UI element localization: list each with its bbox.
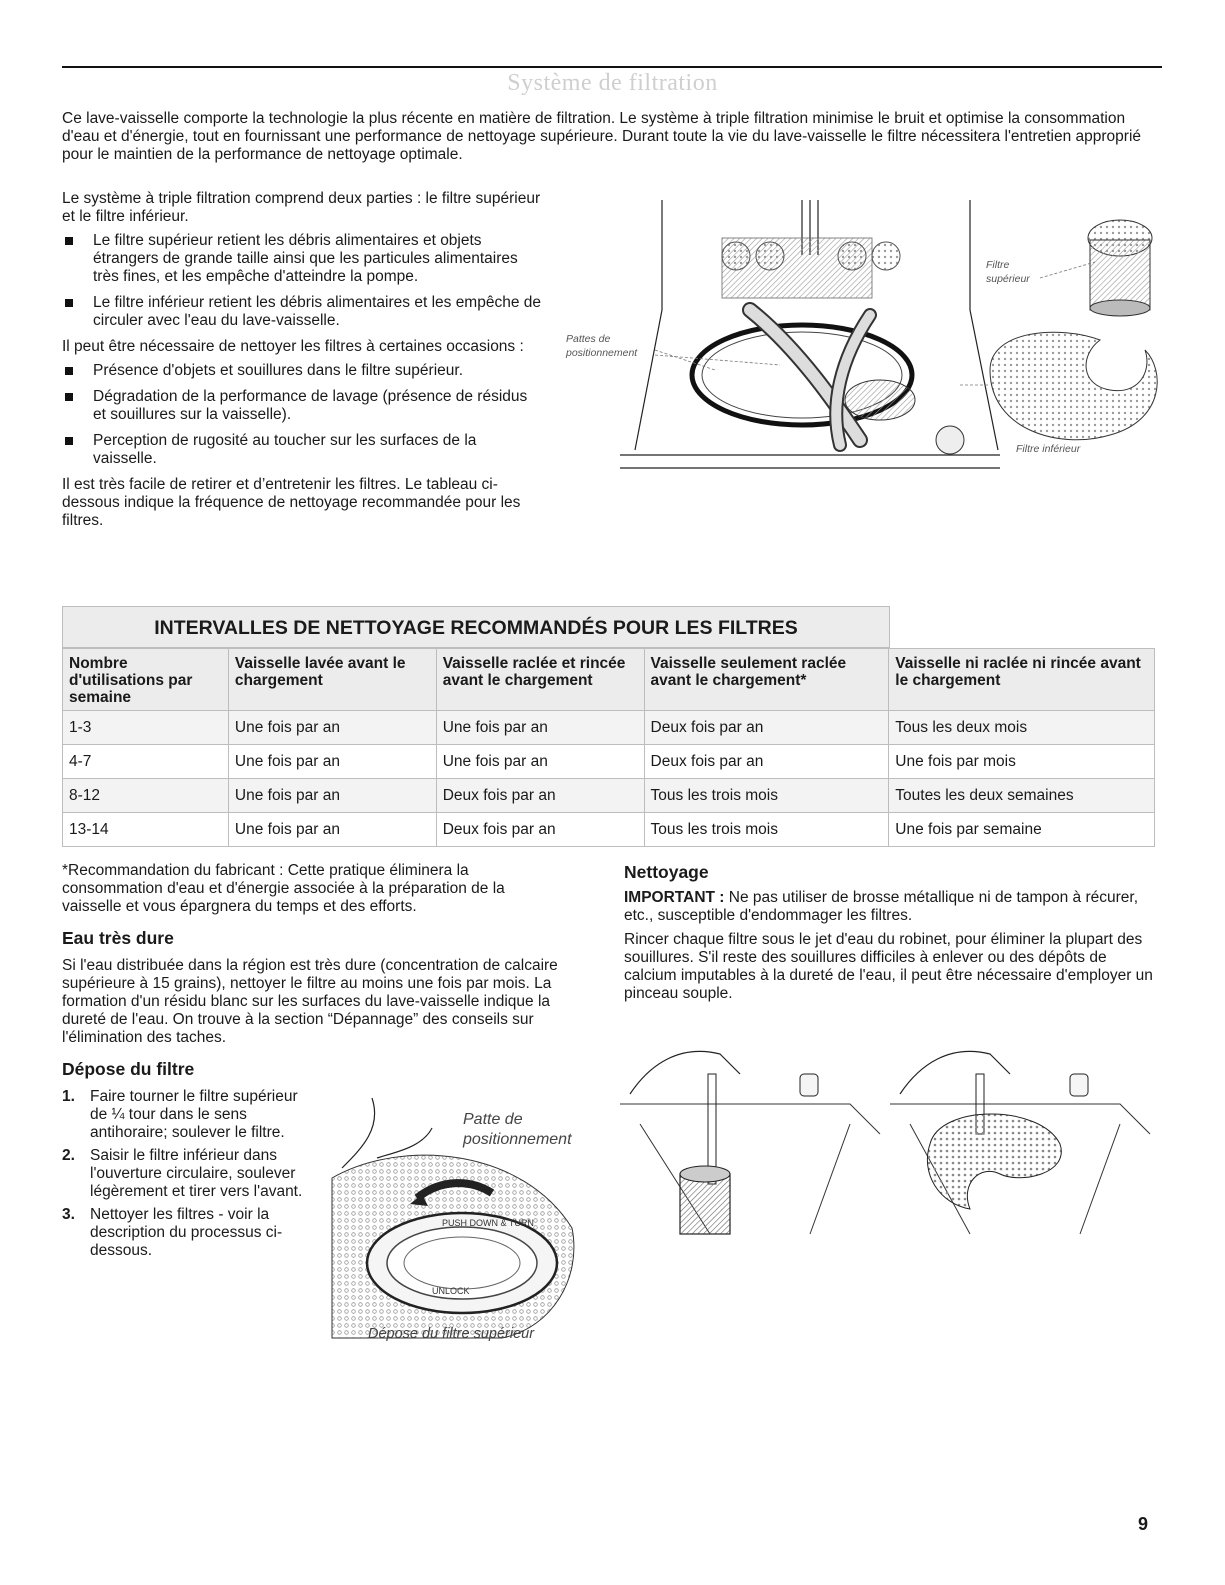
filter-parts-list: [62, 232, 542, 330]
intro-paragraph: Ce lave-vaisselle comporte la technologie la plus récente en matière de filtration. Le système à triple filtration minimise le bruit et optimise la consommation d'eau et d'énergie, tout en fournissant une performance de nettoyage supérieure. Durant toute la vie du lave-vaisselle le filtre nécessitera l'entretien approprié pour le maintien de la performance de nettoyage optimale.: [62, 110, 1142, 163]
table-cell: Une fois par an: [228, 711, 436, 745]
table-cell: Une fois par mois: [889, 745, 1155, 779]
table-cell: Deux fois par an: [644, 711, 889, 745]
table-cell: Deux fois par an: [436, 779, 644, 813]
table-cell: Tous les trois mois: [644, 779, 889, 813]
table-header: Vaisselle lavée avant le chargement: [228, 649, 436, 711]
table-row: [63, 779, 1155, 813]
page-number: 9: [1138, 1514, 1149, 1534]
page-title: Système de filtration: [507, 70, 718, 96]
label-filtre-superieur: Filtre: [986, 259, 1010, 271]
list-item: 3. Nettoyer les filtres - voir la description du processus ci-dessous.: [62, 1206, 283, 1259]
list-item: Perception de rugosité au toucher sur les surfaces de la vaisselle.: [62, 432, 542, 468]
easy-paragraph: Il est très facile de retirer et d’entretenir les filtres. Le tableau ci-dessous indique la fréquence de nettoyage recommandée pour les filtres.: [62, 476, 521, 529]
hard-water-heading: Eau très dure: [62, 928, 174, 948]
unlock-text: UNLOCK: [432, 1286, 470, 1296]
left-column: [62, 190, 542, 536]
table-cell: Une fois par an: [228, 813, 436, 847]
table-cell: Deux fois par an: [436, 813, 644, 847]
table-cell: Tous les deux mois: [889, 711, 1155, 745]
table-cell: Une fois par semaine: [889, 813, 1155, 847]
list-item: Le filtre supérieur retient les débris alimentaires et objets étrangers de grande taille ainsi que les particules alimentaires très fines, et les empêche d'atteindre la pompe.: [62, 232, 542, 286]
upper-filter-removal-illustration: [322, 1098, 582, 1348]
list-item: Dégradation de la performance de lavage (présence de résidus et souillures sur la vaisselle).: [62, 388, 542, 424]
table-header: Nombre d'utilisations par semaine: [63, 649, 229, 711]
occasions-list: [62, 362, 542, 468]
filter-system-illustration: [540, 200, 1160, 480]
table-header: Vaisselle ni raclée ni rincée avant le chargement: [889, 649, 1155, 711]
table-cell: Une fois par an: [228, 745, 436, 779]
cleaning-intervals-table: [62, 648, 1155, 847]
filter-removal-heading: Dépose du filtre: [62, 1059, 195, 1079]
removal-steps: [62, 1088, 312, 1260]
list-item: Présence d'objets et souillures dans le filtre supérieur.: [62, 362, 542, 380]
table-row: [63, 813, 1155, 847]
removal-figure-caption: Dépose du filtre supérieur: [368, 1326, 535, 1342]
parts-paragraph: Le système à triple filtration comprend deux parties : le filtre supérieur et le filtre inférieur.: [62, 190, 541, 225]
cleaning-heading: Nettoyage: [624, 862, 709, 882]
table-cell: 4-7: [63, 745, 229, 779]
table-cell: 1-3: [63, 711, 229, 745]
label-pattes: Pattes de: [566, 333, 611, 345]
table-cell: Une fois par an: [436, 711, 644, 745]
label-positionnement: positionnement: [463, 1131, 572, 1148]
table-header-row: [63, 649, 1155, 711]
table-cell: 8-12: [63, 779, 229, 813]
cleaning-text: Rincer chaque filtre sous le jet d'eau du robinet, pour éliminer la plupart des souillures. S'il reste des souillures difficiles à enlever ou des dépôts de calcium imputables à la dureté de l'eau, il peut être nécessaire d'employer un pinceau souple.: [624, 931, 1153, 1002]
important-note: IMPORTANT : Ne pas utiliser de brosse métallique ni de tampon à récurer, etc., susceptible d'endommager les filtres.: [624, 889, 1139, 924]
push-down-turn-text: PUSH DOWN & TURN: [442, 1218, 534, 1228]
footnote: *Recommandation du fabricant : Cette pratique éliminera la consommation d'eau et d'énergie associée à la préparation de la vaisselle et vous épargnera du temps et des efforts.: [62, 862, 505, 915]
list-item: 2. Saisir le filtre inférieur dans l'ouverture circulaire, soulever légèrement et tirer vers l'avant.: [62, 1147, 303, 1200]
table-row: [63, 711, 1155, 745]
table-cell: Deux fois par an: [644, 745, 889, 779]
table-header: Vaisselle seulement raclée avant le chargement*: [644, 649, 889, 711]
rinsing-filters-illustration: [620, 1034, 1160, 1254]
occasions-paragraph: Il peut être nécessaire de nettoyer les filtres à certaines occasions :: [62, 338, 524, 355]
table-cell: Une fois par an: [228, 779, 436, 813]
table-cell: Toutes les deux semaines: [889, 779, 1155, 813]
label-patte: Patte de: [463, 1111, 523, 1128]
table-cell: Tous les trois mois: [644, 813, 889, 847]
table-row: [63, 745, 1155, 779]
list-item: 1. Faire tourner le filtre supérieur de ¼ tour dans le sens antihoraire; soulever le filtre.: [62, 1088, 298, 1141]
table-cell: Une fois par an: [436, 745, 644, 779]
label-filtre-inferieur: Filtre inférieur: [1016, 443, 1081, 455]
table-header: Vaisselle raclée et rincée avant le chargement: [436, 649, 644, 711]
hard-water-text: Si l'eau distribuée dans la région est très dure (concentration de calcaire supérieure à 15 grains), nettoyer le filtre au moins une fois par mois. La formation d'un résidu blanc sur les surfaces du lave-vaisselle indique la dureté de l'eau. On trouve à la section “Dépannage” des conseils sur l'élimination des taches.: [62, 957, 558, 1046]
list-item: Le filtre inférieur retient les débris alimentaires et les empêche de circuler avec l'eau du lave-vaisselle.: [62, 294, 542, 330]
label-pattes-2: positionnement: [566, 347, 638, 359]
table-cell: 13-14: [63, 813, 229, 847]
table-title: INTERVALLES DE NETTOYAGE RECOMMANDÉS POUR LES FILTRES: [62, 606, 890, 648]
lower-right-column: [624, 862, 1154, 1003]
top-rule: [62, 66, 1162, 68]
label-filtre-superieur-2: supérieur: [986, 273, 1030, 285]
